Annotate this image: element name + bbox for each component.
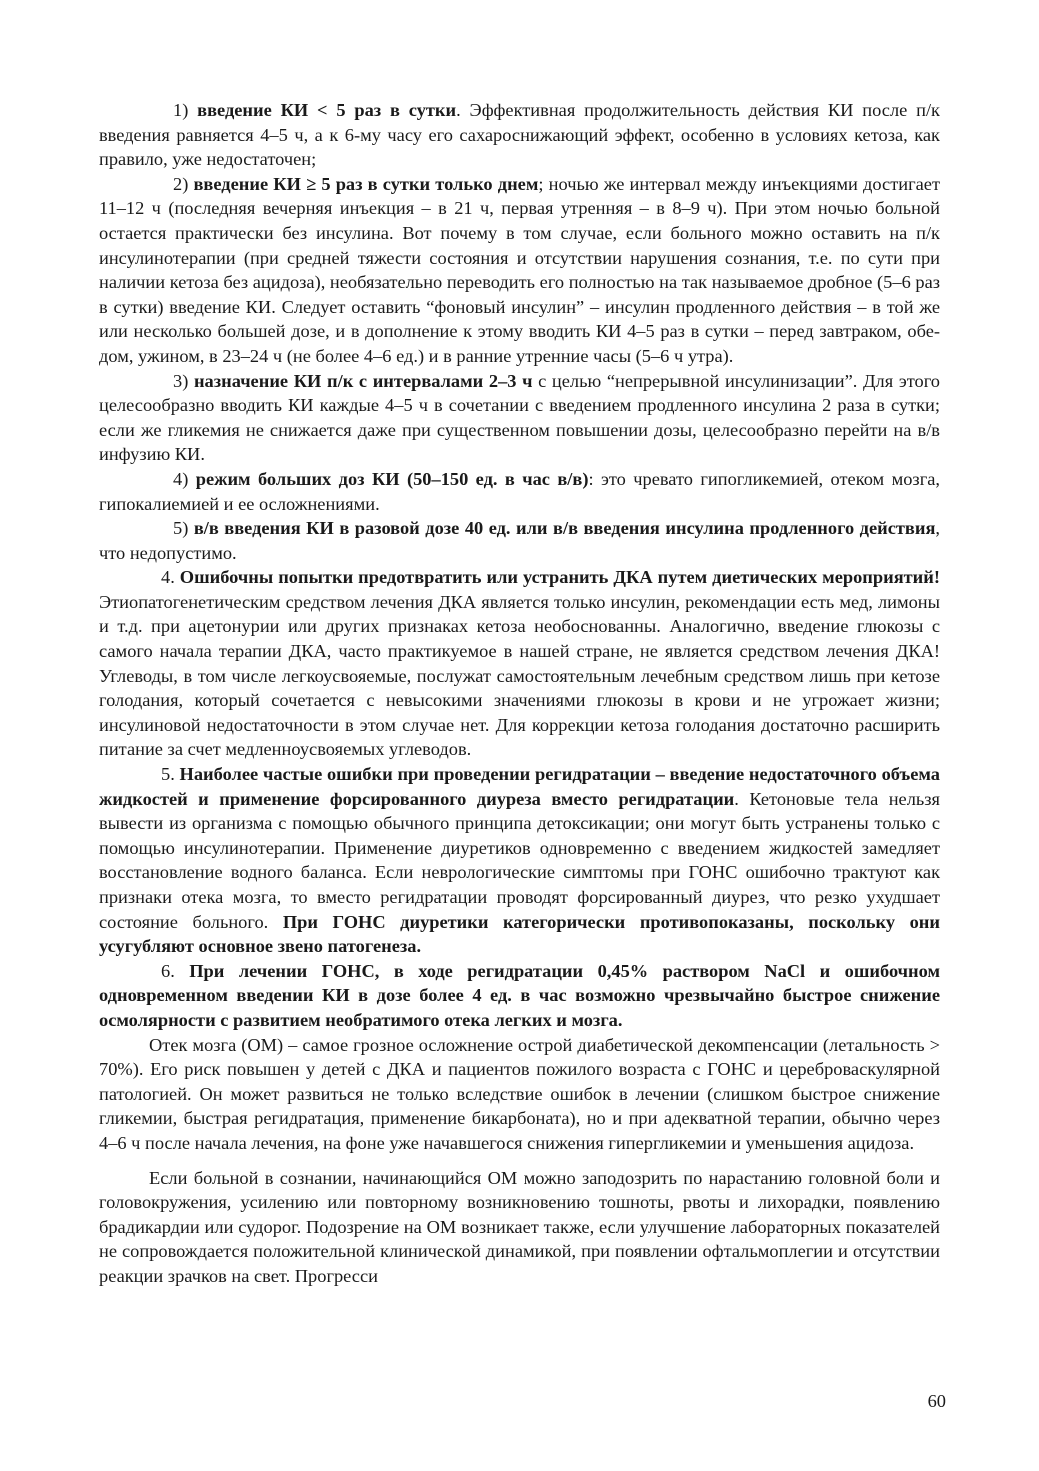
paragraph-item-4: [99, 565, 940, 762]
bold-text-run: Ошибочны попытки предотвратить или устранить ДКА путем диетических мероприятий!: [179, 567, 940, 588]
text-run: : это чревато гипогликемией, отеком мозга, гипокалиемией и ее осложнениями.: [99, 468, 940, 514]
text-run: 6.: [161, 960, 190, 981]
bold-text-run: При ГОНС диуретики категорически противопоказаны, поскольку они усугубляют основное звено патогенеза.: [99, 911, 940, 957]
paragraph-brain-edema-signs: [99, 1166, 940, 1289]
bold-text-run: режим больших доз КИ (50–150 ед. в час в/в): [195, 468, 589, 489]
bold-text-run: При лечении ГОНС, в ходе регидратации 0,45% раствором NaCl и ошибочном одновременном введении КИ в дозе более 4 ед. в час возможно чрезвычайно быстрое снижение осмолярности с развитием необратимого отека легких и мозга.: [99, 960, 940, 1030]
text-run: , что недопустимо.: [99, 518, 941, 563]
page-body: [99, 98, 940, 1289]
text-run: Отек мозга (ОМ) – самое грозное осложнение острой диабетической декомпенсации (летальность > 70%). Его риск повышен у детей с ДКА и пациентов пожилого возраста с ГОНС и цереброваскулярной патологией. Он может развиться не только вследствие ошибок в лечении (слишком быстрое снижение гликемии, быстрая регидратация, применение бикарбоната), но и при адекватной терапии, обычно через 4–6 ч после начала лечения, на фоне уже начавшегося снижения гипергликемии и уменьшения ацидоза.: [99, 1034, 940, 1153]
text-run: Если больной в сознании, начинающийся ОМ можно заподозрить по нарастанию головной боли и головокружения, усилению или повторному возникновению тошноты, рвоты и лихорадки, появлению брадикардии или судорог. Подозрение на ОМ возникает также, если улучшение лабораторных показателей не сопровождается положительной клинической динамикой, при появлении офтальмоплегии и отсутствии реакции зрачков на свет. Прогресси: [99, 1167, 940, 1286]
bold-text-run: введение КИ < 5 раз в сутки: [197, 100, 457, 120]
paragraph-item-3-2: [99, 172, 940, 369]
paragraph-item-3-3: [99, 369, 940, 467]
text-run: 2): [173, 173, 194, 194]
text-run: 4.: [161, 567, 180, 588]
bold-text-run: в/в введения КИ в разовой дозе 40 ед. или в/в введения инсулина продленного действия: [193, 518, 936, 539]
text-run: ; ночью же интервал между инъекциями достигает 11–12 ч (последняя вечерняя инъекция – в 21 ч, первая утренняя – в 8–9 ч). При этом ночью больной остается практически без инсулина. Вот почему в том случае, если больного можно оставить на п/к инсулинотерапии (при средней тяжести состояния и отсутствии нарушения сознания, т.е. по сути при наличии кетоза без ацидоза), необязательно переводить его полностью на так называемое дробное (5–6 раз в сутки) введение КИ. Следует оставить “фоновый инсулин” – инсулин продленного действия – в той же или несколько большей дозе, и в дополнение к этому вводить КИ 4–5 раз в сутки – перед завтраком, обедом, ужином, в 23–24 ч (не более 4–6 ед.) и в ранние утренние часы (5–6 ч утра).: [99, 173, 940, 366]
paragraph-item-3-4: [99, 467, 940, 516]
paragraph-item-3-5: [99, 516, 940, 565]
text-run: . Кетоновые тела нельзя вывести из организма с помощью обычного принципа детоксикации; они могут быть устранены только с помощью инсулинотерапии. Применение диуретиков одновременно с введением жидкостей замедляет восстановление водного баланса. Если неврологические симптомы при ГОНС ошибочно трактуют как признаки отека мозга, то вместо регидратации проводят форсированный диурез, что резко ухудшает состояние больного.: [99, 788, 940, 932]
paragraph-item-3-1: [99, 98, 940, 172]
text-run: Этиопатогенетическим средством лечения ДКА является только инсулин, рекомендации есть мед, лимоны и т.д. при ацетонурии или других признаках кетоза необоснованны. Аналогично, введение глюкозы с самого начала терапии ДКА, часто практикуемое в нашей стране, не является средством лечения ДКА! Углеводы, в том числе легкоусвояемые, послужат самостоятельным лечебным средством лишь при кетозе голодания, который сочетается с невысокими значениями глюкозы в крови и не угрожает жизни; инсулиновой недостаточности в этом случае нет. Для коррекции кетоза голодания достаточно расширить питание за счет медленноусвояемых углеводов.: [99, 591, 940, 760]
text-run: 3): [173, 370, 194, 391]
page-number: 60: [927, 1391, 946, 1411]
bold-text-run: Наиболее частые ошибки при проведении регидратации – введение недостаточного объема жидкостей и применение форсированного диуреза вместо регидратации: [99, 764, 940, 809]
bold-text-run: назначение КИ п/к с интервалами 2–3 ч: [193, 370, 533, 391]
text-run: 5.: [161, 764, 180, 785]
text-run: 5): [173, 518, 194, 539]
text-run: с целью “непрерывной инсулинизации”. Для этого целесообразно вводить КИ каждые 4–5 ч в сочетании с введением продленного инсулина 2 раза в сутки; если же гликемия не снижается даже при существенном повышении дозы, целесообразно перейти на в/в инфузию КИ.: [99, 370, 940, 465]
paragraph-item-5: [99, 762, 940, 959]
text-run: . Эффективная продолжительность действия КИ после п/к введения равняется 4–5 ч, а к 6-му часу его сахароснижающий эффект, особенно в условиях кетоза, как правило, уже недостаточен;: [99, 100, 940, 170]
paragraph-brain-edema-intro: [99, 1033, 940, 1156]
text-run: 1): [173, 100, 198, 120]
paragraph-item-6: [99, 959, 940, 1033]
bold-text-run: введение КИ ≥ 5 раз в сутки только днем: [193, 173, 539, 194]
text-run: 4): [173, 468, 196, 489]
